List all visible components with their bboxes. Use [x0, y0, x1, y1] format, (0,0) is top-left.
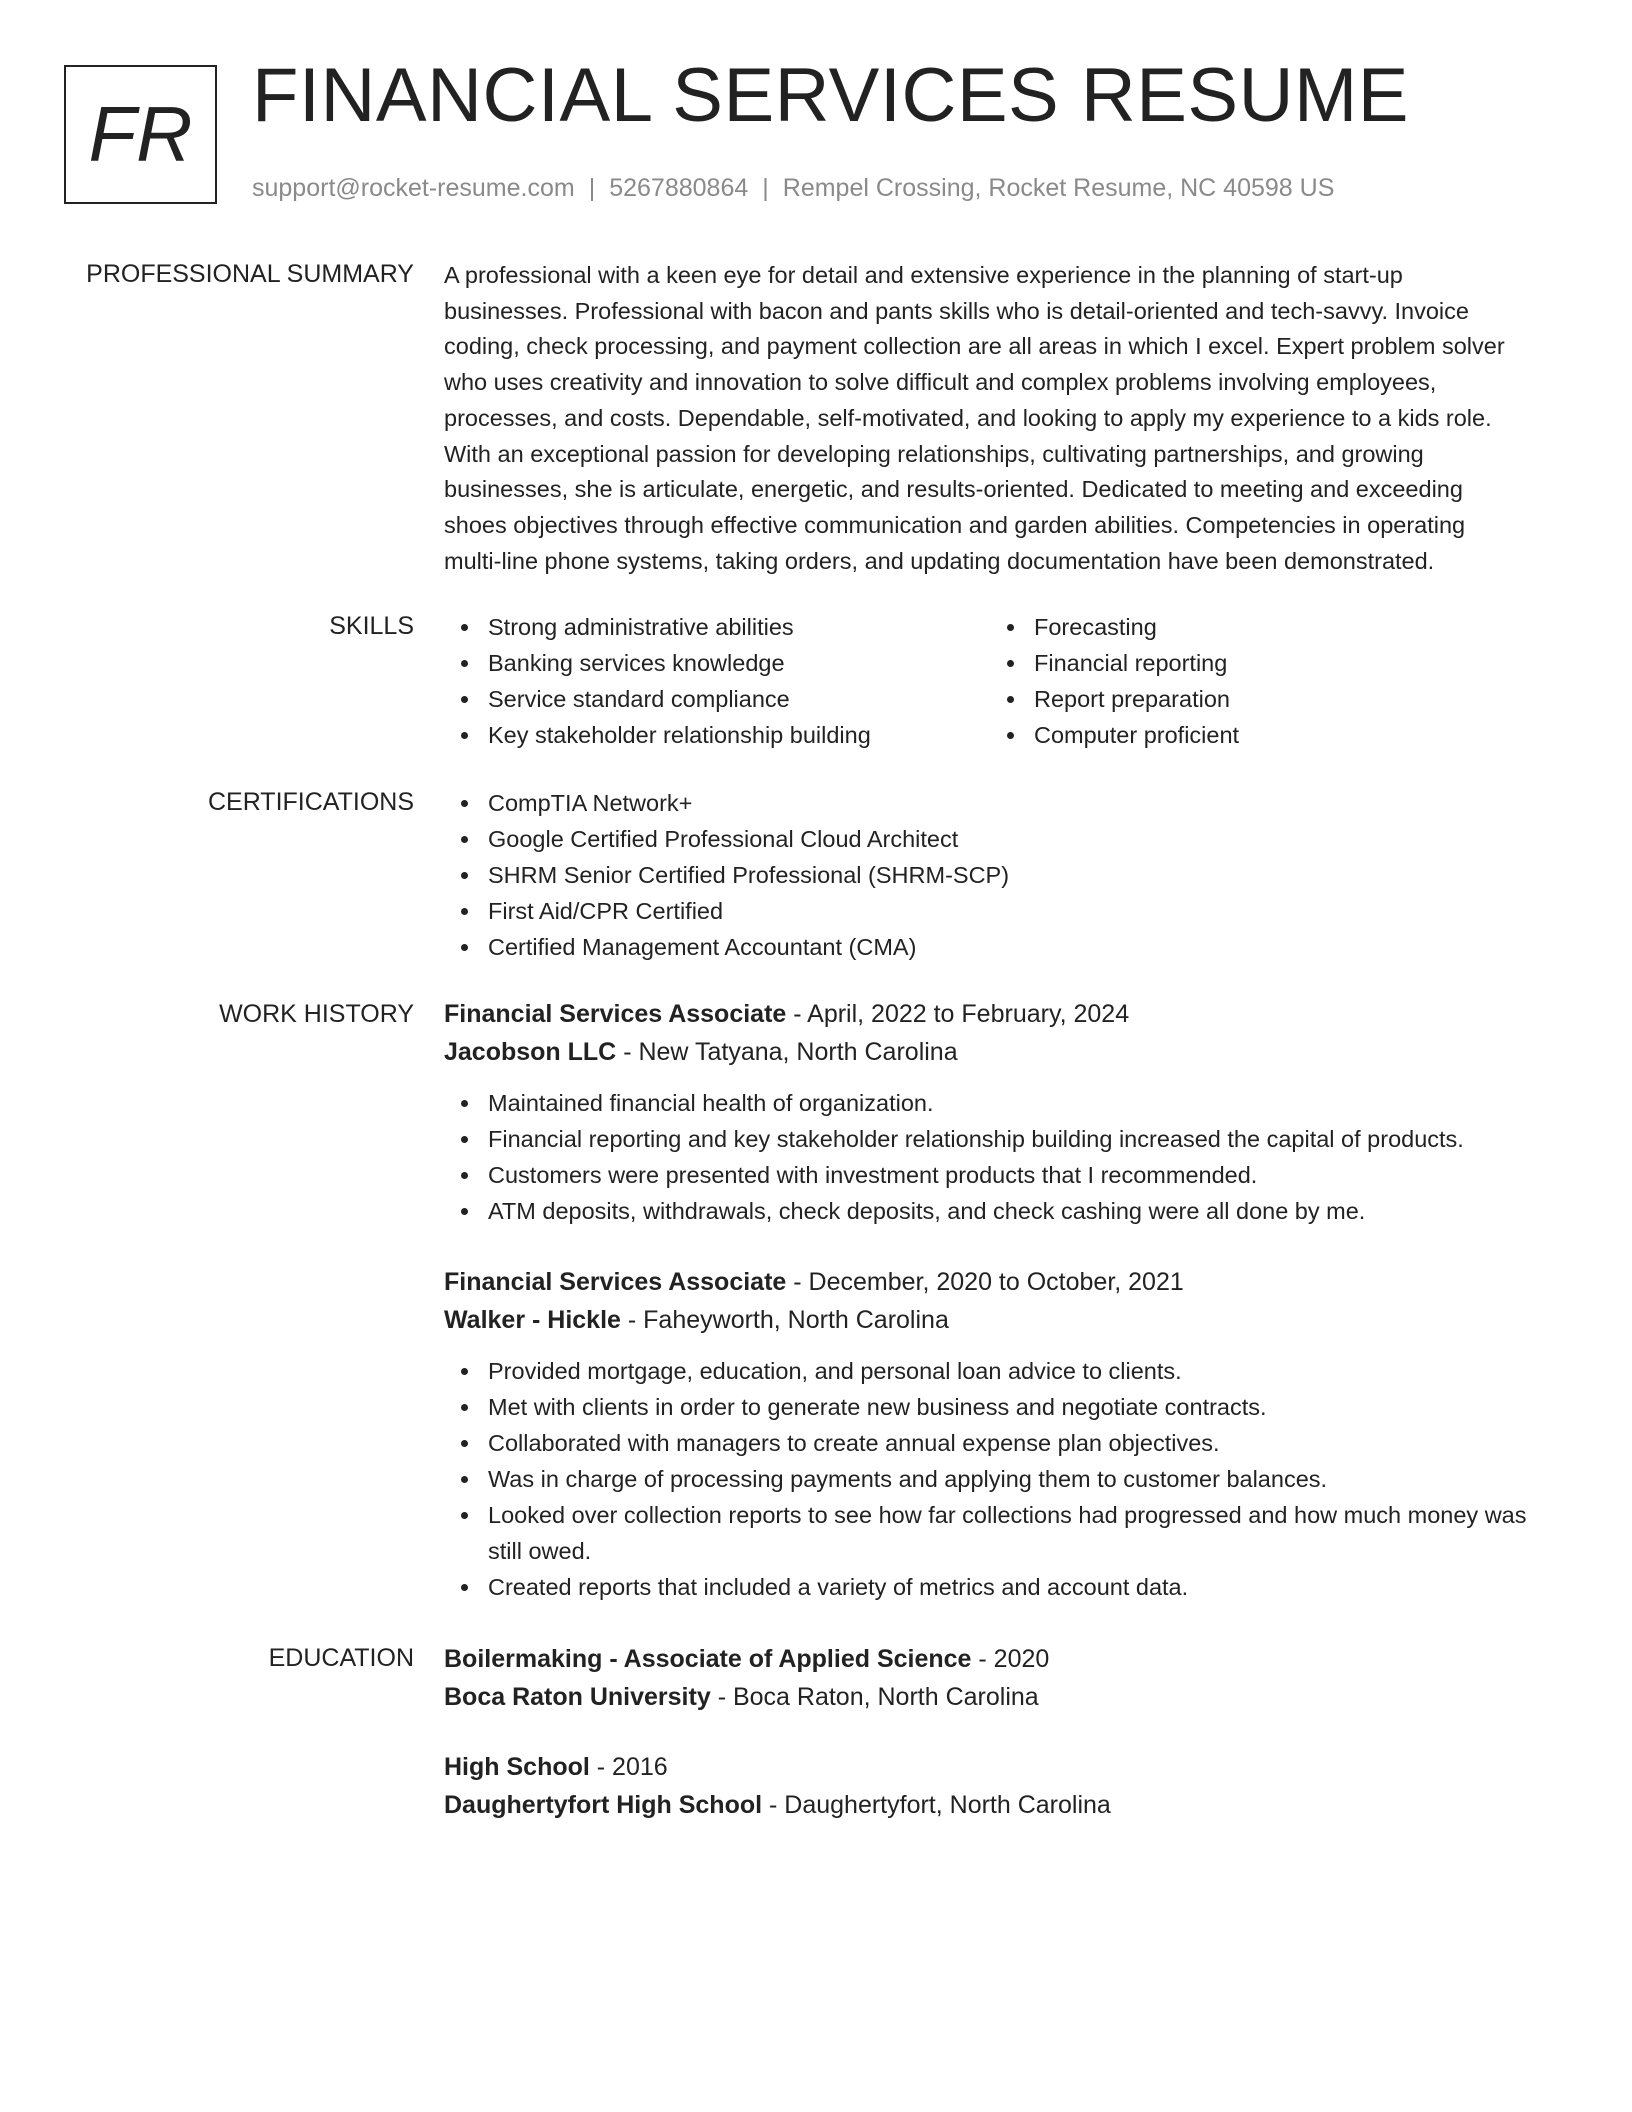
skill-item: Service standard compliance [444, 681, 990, 717]
certification-item: SHRM Senior Certified Professional (SHRM-SCP) [444, 857, 1564, 893]
certifications-list [444, 785, 1564, 965]
summary-line: multi-line phone systems, taking orders, and updating documentation have been demonstrated. [444, 547, 1435, 574]
skills-section [444, 609, 1564, 753]
job-duty: Provided mortgage, education, and personal loan advice to clients. [444, 1353, 1564, 1389]
summary-label: PROFESSIONAL SUMMARY [86, 260, 414, 288]
job-title: Financial Services Associate [444, 1000, 787, 1028]
contact-phone: 5267880864 [609, 174, 749, 202]
skills-label: SKILLS [329, 612, 414, 640]
job-duties-list [444, 1085, 1564, 1229]
skill-item: Report preparation [990, 681, 1536, 717]
job-location: - Faheyworth, North Carolina [620, 1306, 949, 1334]
summary-text [444, 258, 1564, 579]
job-company: Jacobson LLC [444, 1038, 617, 1066]
job-company-line [444, 1033, 1564, 1071]
degree-name: High School [444, 1753, 590, 1781]
job-duty: Looked over collection reports to see how far collections had progressed and how much money was still owed. [444, 1497, 1564, 1569]
skill-item: Financial reporting [990, 645, 1536, 681]
work-history-label: WORK HISTORY [219, 1000, 414, 1028]
certification-item: Google Certified Professional Cloud Architect [444, 821, 1564, 857]
contact-address: Rempel Crossing, Rocket Resume, NC 40598 US [782, 174, 1335, 202]
degree-name: Boilermaking - Associate of Applied Science [444, 1645, 972, 1673]
school-location: - Boca Raton, North Carolina [710, 1683, 1039, 1711]
education-section [444, 1640, 1564, 1824]
degree-year: - 2016 [589, 1753, 668, 1781]
degree-line [444, 1748, 1564, 1786]
summary-line: businesses, she is articulate, energetic, and results-oriented. Dedicated to meeting and exceeding [444, 476, 1463, 503]
work-history-section [444, 995, 1564, 1605]
summary-line: processes, and costs. Dependable, self-motivated, and looking to apply my experience to a kids role. [444, 404, 1492, 431]
resume-title: FINANCIAL SERVICES RESUME [252, 53, 1409, 138]
job-duty: Met with clients in order to generate new business and negotiate contracts. [444, 1389, 1564, 1425]
school-name: Daughertyfort High School [444, 1791, 763, 1819]
summary-line: shoes objectives through effective communication and garden abilities. Competencies in operating [444, 511, 1466, 538]
job-company: Walker - Hickle [444, 1306, 621, 1334]
job-duty: Created reports that included a variety of metrics and account data. [444, 1569, 1564, 1605]
certification-item: Certified Management Accountant (CMA) [444, 929, 1564, 965]
monogram-logo: FR [64, 65, 217, 204]
job-title-line [444, 995, 1564, 1033]
skill-item: Computer proficient [990, 717, 1536, 753]
school-name: Boca Raton University [444, 1683, 711, 1711]
school-line [444, 1786, 1564, 1824]
degree-year: - 2020 [971, 1645, 1050, 1673]
job-title-line [444, 1263, 1564, 1301]
education-label: EDUCATION [268, 1644, 414, 1672]
job-dates: - April, 2022 to February, 2024 [786, 1000, 1130, 1028]
job-duty: Financial reporting and key stakeholder relationship building increased the capital of products. [444, 1121, 1564, 1157]
school-location: - Daughertyfort, North Carolina [762, 1791, 1111, 1819]
contact-email: support@rocket-resume.com [252, 174, 575, 202]
skills-list-right [990, 609, 1536, 753]
job-location: - New Tatyana, North Carolina [616, 1038, 958, 1066]
summary-line: who uses creativity and innovation to solve difficult and complex problems involving employees, [444, 369, 1437, 396]
contact-separator: | [762, 174, 769, 202]
job-duty: ATM deposits, withdrawals, check deposits, and check cashing were all done by me. [444, 1193, 1564, 1229]
certification-item: First Aid/CPR Certified [444, 893, 1564, 929]
skill-item: Banking services knowledge [444, 645, 990, 681]
certifications-section [444, 785, 1564, 965]
job-duty: Customers were presented with investment products that I recommended. [444, 1157, 1564, 1193]
certifications-label: CERTIFICATIONS [207, 788, 414, 816]
job-duty: Maintained financial health of organization. [444, 1085, 1564, 1121]
skill-item: Forecasting [990, 609, 1536, 645]
certification-item: CompTIA Network+ [444, 785, 1564, 821]
education-entry [444, 1748, 1564, 1824]
summary-line: coding, check processing, and payment collection are all areas in which I excel. Expert problem solver [444, 333, 1505, 360]
job-dates: - December, 2020 to October, 2021 [786, 1268, 1184, 1296]
summary-line: businesses. Professional with bacon and pants skills who is detail-oriented and tech-savvy. Invoice [444, 297, 1469, 324]
job-duties-list [444, 1353, 1564, 1605]
summary-section [444, 258, 1564, 579]
job-entry [444, 1263, 1564, 1605]
summary-line: A professional with a keen eye for detail and extensive experience in the planning of start-up [444, 262, 1403, 288]
skills-list-left [444, 609, 990, 753]
job-title: Financial Services Associate [444, 1268, 787, 1296]
skill-item: Strong administrative abilities [444, 609, 990, 645]
contact-separator: | [588, 174, 596, 202]
job-duty: Was in charge of processing payments and applying them to customer balances. [444, 1461, 1564, 1497]
degree-line [444, 1640, 1564, 1678]
summary-line: With an exceptional passion for developing relationships, cultivating partnerships, and growing [444, 440, 1424, 467]
job-duty: Collaborated with managers to create annual expense plan objectives. [444, 1425, 1564, 1461]
skill-item: Key stakeholder relationship building [444, 717, 990, 753]
job-entry [444, 995, 1564, 1229]
job-company-line [444, 1301, 1564, 1339]
education-entry [444, 1640, 1564, 1716]
school-line [444, 1678, 1564, 1716]
contact-line [252, 174, 1334, 203]
